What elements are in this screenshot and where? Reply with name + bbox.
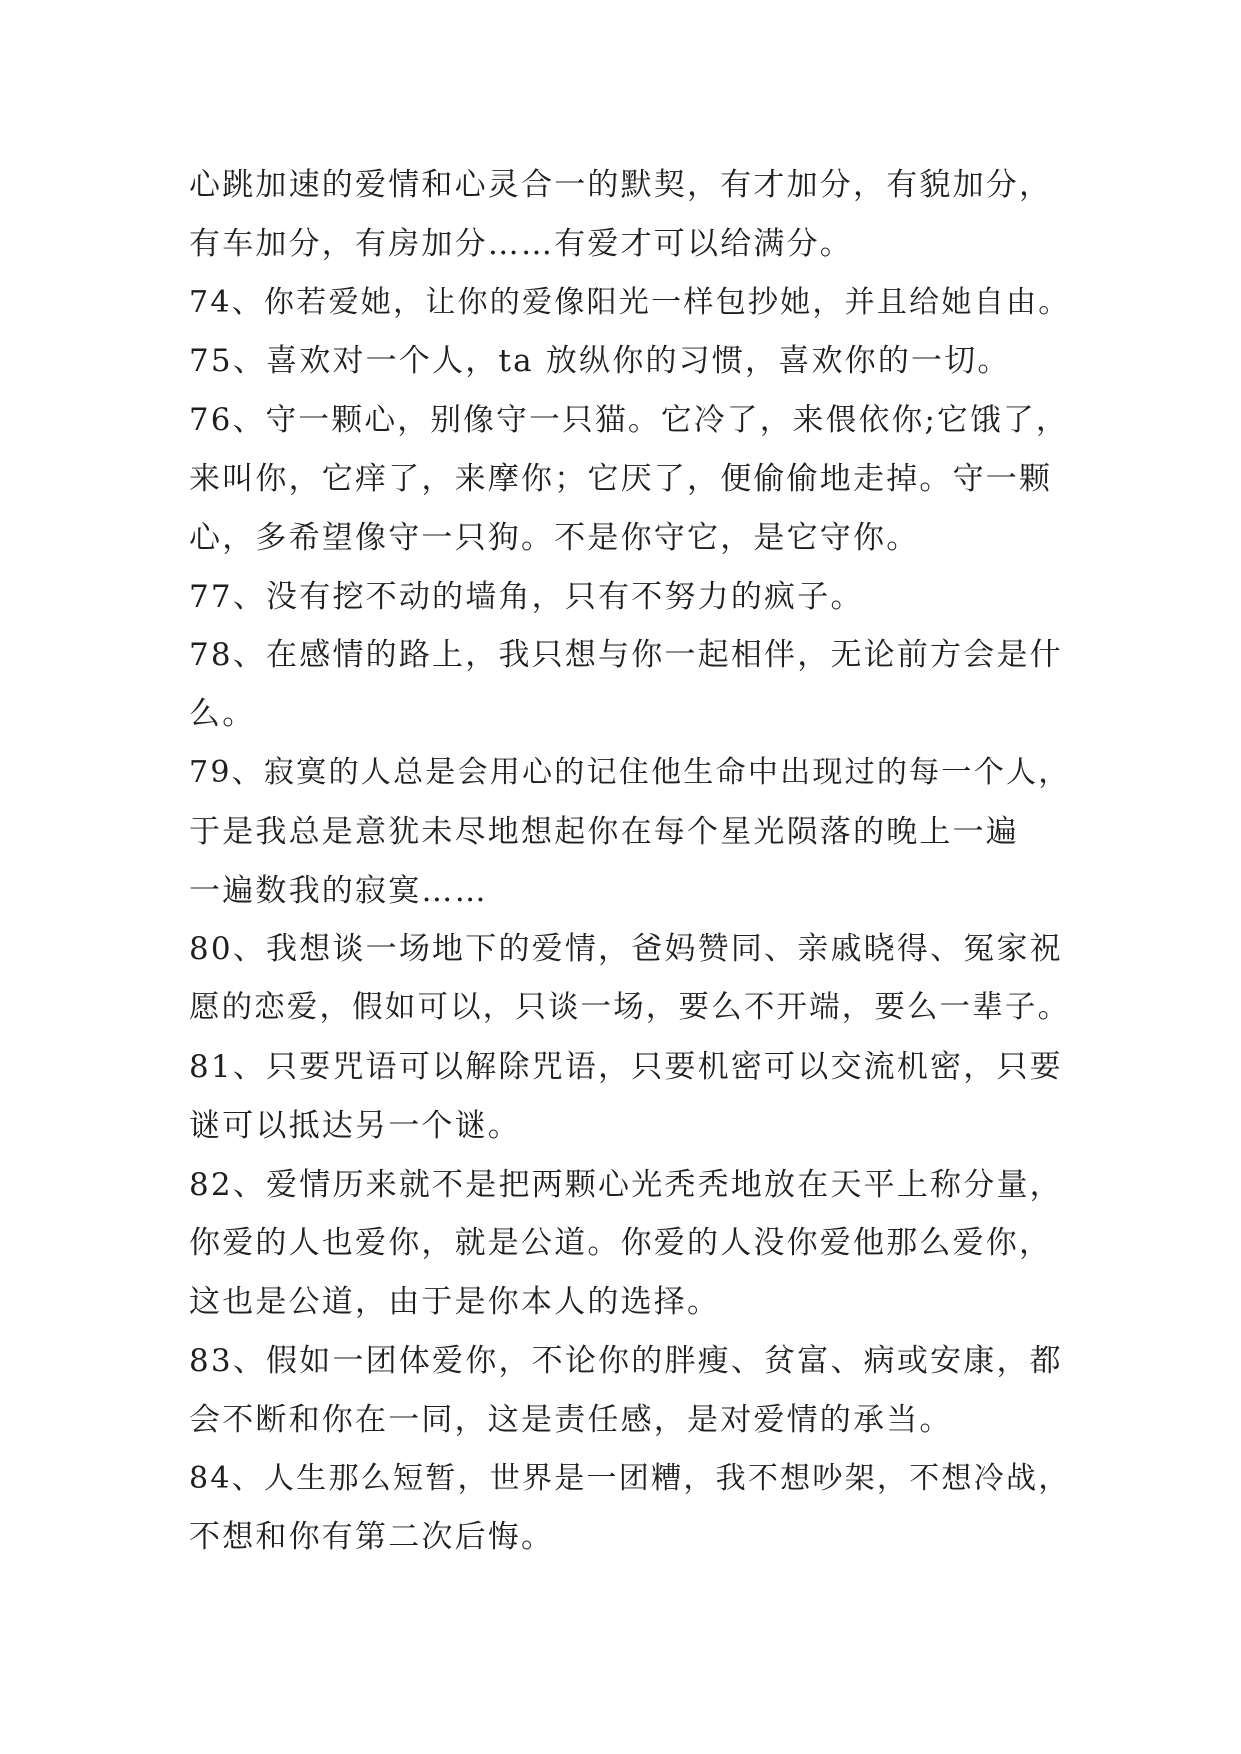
text-line: 谜可以抵达另一个谜。	[189, 1107, 521, 1144]
text-line: 74、你若爱她，让你的爱像阳光一样包抄她，并且给她自由。	[189, 284, 1071, 320]
document-body	[189, 156, 1069, 1567]
text-line: 84、人生那么短暂，世界是一团糟，我不想吵架，不想冷战，	[189, 1460, 1071, 1496]
text-line: 77、没有挖不动的墙角，只有不努力的疯子。	[189, 578, 864, 615]
text-line: 83、假如一团体爱你，不论你的胖瘦、贫富、病或安康，都	[189, 1342, 1063, 1379]
text-line: 心跳加速的爱情和心灵合一的默契，有才加分，有貌加分，	[189, 167, 1053, 203]
text-line: 82、爱情历来就不是把两颗心光秃秃地放在天平上称分量，	[189, 1166, 1063, 1203]
text-line: 80、我想谈一场地下的爱情，爸妈赞同、亲戚晓得、冤家祝	[189, 931, 1063, 968]
text-line: 75、喜欢对一个人，ta 放纵你的习惯，喜欢你的一切。	[189, 343, 1011, 380]
text-line: 78、在感情的路上，我只想与你一起相伴，无论前方会是什	[189, 637, 1063, 674]
text-line: 心，多希望像守一只狗。不是你守它，是它守你。	[189, 519, 920, 556]
text-line: 你爱的人也爱你，就是公道。你爱的人没你爱他那么爱你，	[189, 1225, 1053, 1262]
text-line: 79、寂寞的人总是会用心的记住他生命中出现过的每一个人，	[189, 754, 1071, 790]
text-line: 81、只要咒语可以解除咒语，只要机密可以交流机密，只要	[189, 1048, 1063, 1085]
text-line: 愿的恋爱，假如可以，只谈一场，要么不开端，要么一辈子。	[189, 990, 1071, 1026]
text-line: 一遍数我的寂寞……	[189, 872, 488, 909]
text-line: 有车加分，有房加分……有爱才可以给满分。	[189, 225, 853, 262]
text-line: 于是我总是意犹未尽地想起你在每个星光陨落的晚上一遍	[189, 813, 1019, 850]
text-line: 么。	[189, 696, 256, 733]
text-line: 会不断和你在一同，这是责任感，是对爱情的承当。	[189, 1401, 953, 1438]
text-line: 来叫你，它痒了，来摩你；它厌了，便偷偷地走掉。守一颗	[189, 460, 1053, 497]
text-line: 76、守一颗心，别像守一只猫。它冷了，来偎依你;它饿了，	[189, 402, 1069, 439]
text-line: 这也是公道，由于是你本人的选择。	[189, 1284, 721, 1321]
text-line: 不想和你有第二次后悔。	[189, 1519, 555, 1556]
